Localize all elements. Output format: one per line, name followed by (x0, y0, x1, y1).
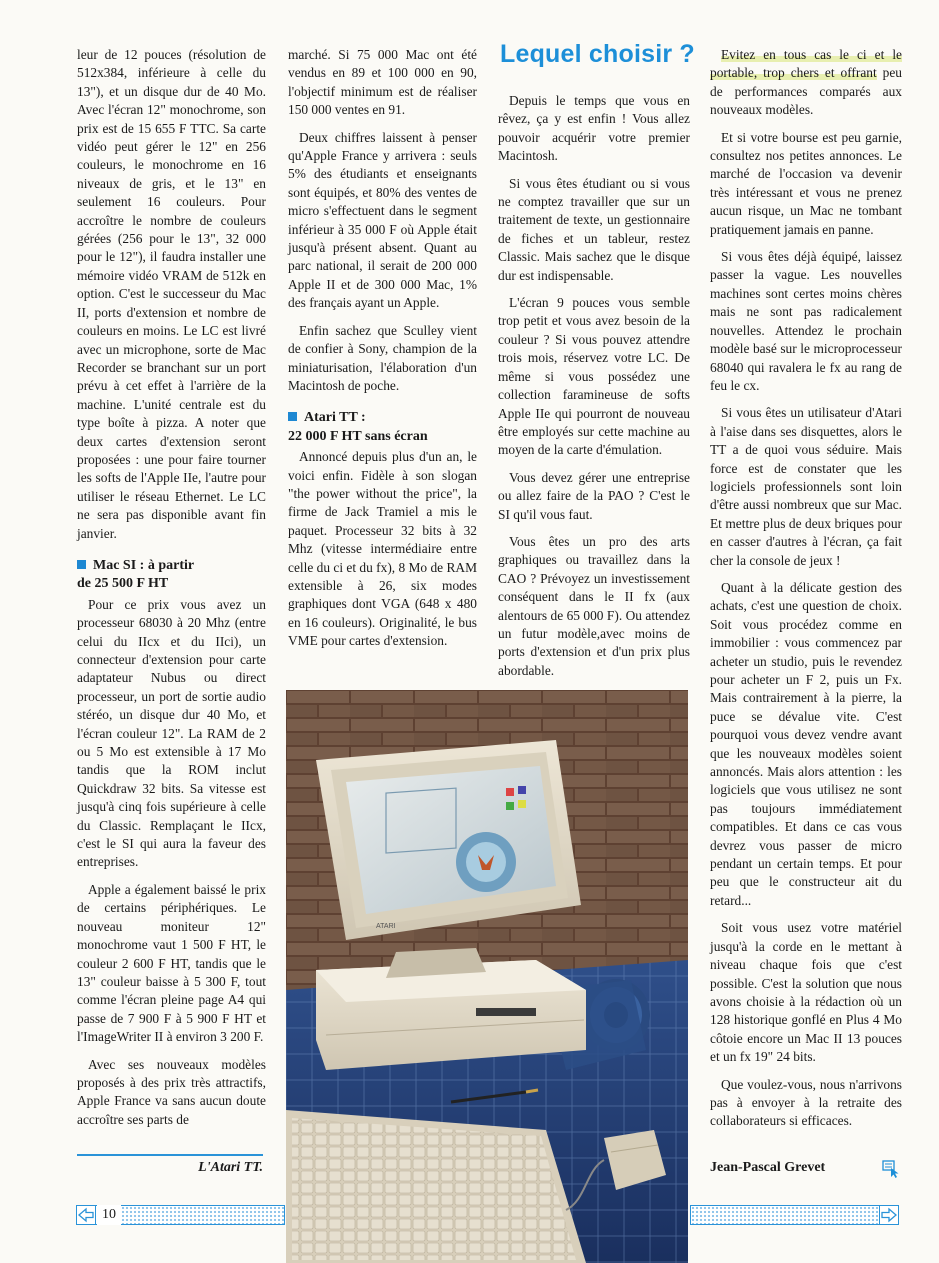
paragraph: Apple a également baissé le prix de certains périphériques. Le nouveau moniteur 12" monochrome vaut 1 500 F HT, le couleur 2 600 F HT, tandis que le 13" couleur baisse à 5 300 F, tout comme l'écran pleine page A4 qui passe de 7 900 F à 5 900 F HT et l'ImageWriter II à environ 3 200 F. (77, 881, 266, 1045)
highlighted-text: Evitez en tous cas le ci et le portable, trop chers et offrant (710, 47, 902, 81)
article-column-1 (77, 46, 266, 1138)
paragraph: Si vous êtes un utilisateur d'Atari à l'aise dans ses disquettes, alors le TT a de quoi vous séduire. Mais force est de constater que les logiciels professionnels sont loin d'être aussi nombreux que sur Mac. Et mettre plus de deux briques pour en casser d'autres à l'écran, ça fait cher la console de jeux ! (710, 405, 902, 568)
atari-monitor (316, 740, 581, 940)
paragraph: Evitez en tous cas le ci et le portable, trop chers et offrant peu de performances comparés aux nouveaux modèles. (710, 47, 902, 118)
square-bullet-icon (288, 412, 297, 421)
paragraph: Soit vous usez votre matériel jusqu'à la corde en le mettant à niveau chaque fois que c'est possible. C'est la solution que nous avons choisie à la rédaction où un 128 historique gonflé en Plus 4 Mo côtoie encore un Mac II 13 pouces et un fx 19" 24 bits. (710, 920, 902, 1065)
article-column-2 (288, 46, 477, 660)
author-signature: Jean-Pascal Grevet (710, 1160, 826, 1175)
paragraph: Si vous êtes déjà équipé, laissez passer la vague. Les nouvelles machines sont certes moins chères mais ne sont pas radicalement nouvelles. Attendez le prochain modèle basé sur le microprocesseur 68040 qui ravalera le fx au rang de feu le cx. (710, 249, 902, 393)
paragraph: leur de 12 pouces (résolution de 512x384, inférieure à celle du 13"), et un disque dur de 40 Mo. Avec l'écran 12" monochrome, son prix est de 15 655 F TTC. Sa carte vidéo peut gérer le 12" en 256 couleurs, le monochrome en 16 niveaux de gris, et le 13" en seulement 16 couleurs. Pour accroître le nombre de couleurs gérées (256 pour le 13", 32 000 pour le 12"), il faudra installer une mémoire vidéo VRAM de 512k en option. C'est le successeur du Mac II, ports d'extension et nombre de couleurs en moins. Le LC est livré avec un microphone, sorte de Mac Recorder se branchant sur un port prévu à cet effet à l'arrière de la machine. L'unité centrale est du type boîte à pizza. A noter que deux cartes d'extension seront proposées : une pour faire tourner les softs de l'Apple IIe, l'autre pour utiliser le réseau Ethernet. Le LC ne sera pas disponible avant fin janvier. (77, 47, 266, 541)
photo-caption: L'Atari TT. (198, 1160, 263, 1175)
square-bullet-icon (77, 560, 86, 569)
paragraph: Et si votre bourse est peu garnie, consultez nos petites annonces. Le marché de l'occasion va devenir très intéressant et vous ne prenez aucun risque, un Mac ne tombant pratiquement jamais en panne. (710, 129, 902, 237)
paragraph: Deux chiffres laissent à penser qu'Apple France y arrivera : seuls 5% des étudiants et enseignants sont équipés, et 80% des ventes de micro s'effectuent dans le segment inférieur à 35 000 F où Apple était jusqu'à présent absent. Quant au parc national, il serait de 200 000 Apple II et de 300 000 Mac, 1% des français ayant un Apple. (288, 129, 477, 311)
paragraph: Que voulez-vous, nous n'arrivons pas à envoyer à la retraite des collaborateurs si efficaces. (710, 1076, 902, 1129)
subheading-atari-tt: Atari TT : 22 000 F HT sans écran (288, 410, 428, 444)
footer-bar-right (690, 1205, 899, 1225)
paragraph: Avec ses nouveaux modèles proposés à des prix très attractifs, Apple France va sans aucun doute accroître ses parts de (77, 1056, 266, 1127)
subheading-mac-si: Mac SI : à partir de 25 500 F HT (77, 557, 195, 592)
atari-keyboard (286, 1110, 586, 1263)
paragraph: Pour ce prix vous avez un processeur 68030 à 20 Mhz (entre celui du IIcx et du IIci), un connecteur d'extension pour carte adaptateur Nubus ou direct processeur, un port de sortie audio stéréo, un disque dur 40 Mo, et l'écran couleur 12". La RAM de 2 ou 5 Mo est extensible à 17 Mo tandis que la ROM inclut Quickdraw 32 bits. Sa vitesse est jusqu'à cinq fois supérieure à celle du Classic. Remplaçant le IIcx, c'est le SI qui aura la faveur des entreprises. (77, 596, 266, 870)
paragraph: Quant à la délicate gestion des achats, c'est une question de choix. Soit vous procédez comme en immobilier : vous commencez par acheter un studio, puis le revendez pour acheter un F 2, puis un Fx. Mais contrairement à la pierre, la puce se dévalue vite. C'est pourquoi vous devez vendre avant que les nouveaux modèles soient annoncés. Mais alors attention : les logiciels que vous utilisez ne sont pas toujours immédiatement compatibles. Et dans ce cas vous devrez vous passer de micro pendant un certain temps. Et pour peu que le constructeur ait du retard... (710, 579, 902, 908)
atari-tt-photo (286, 690, 688, 1263)
caption-rule (77, 1154, 263, 1156)
paragraph: Si vous êtes étudiant ou si vous ne comptez travailler que sur un traitement de texte, un gestionnaire de fiches et un tableur, restez Classic. Mais sachez que le disque dur est indispensable. (498, 175, 690, 283)
monitor-badge: ATARI (376, 923, 396, 930)
paragraph: Enfin sachez que Sculley vient de confier à Sony, champion de la miniaturisation, l'élaboration d'un Macintosh de poche. (288, 322, 477, 393)
article-column-3 (498, 92, 690, 689)
paragraph: Depuis le temps que vous en rêvez, ça y est enfin ! Vous allez pouvoir acquérir votre premier Macintosh. (498, 93, 690, 164)
paragraph: L'écran 9 pouces vous semble trop petit et vous avez besoin de la couleur ? Si vous pouvez attendre trois mois, réservez votre LC. De même si vous possédez une collection faramineuse de softs Apple IIe qui pourront de nouveau être employés sur cette machine au moyen de la carte d'émulation. (498, 295, 690, 458)
previous-page-arrow-icon[interactable] (76, 1205, 96, 1225)
paragraph: marché. Si 75 000 Mac ont été vendus en 89 et 100 000 en 90, l'objectif minimum est de réaliser 150 000 ventes en 91. (288, 47, 477, 118)
page-number: 10 (97, 1205, 121, 1225)
paragraph: Annoncé depuis plus d'un an, le voici enfin. Fidèle à son slogan "the power without the price", la firme de Jack Tramiel a mis le paquet. Processeur 32 bits à 32 Mhz (vitesse intermédiaire entre celle du ci et du fx), 8 Mo de RAM extensible à 26, six modes graphiques dont VGA (648 x 480 en 16 couleurs). Originalité, le bus VME pour cartes d'extension. (288, 449, 477, 649)
paragraph: Vous devez gérer une entreprise ou allez faire de la PAO ? C'est le SI qu'il vous faut. (498, 469, 690, 522)
next-page-arrow-icon[interactable] (879, 1205, 899, 1225)
paragraph: Vous êtes un pro des arts graphiques ou travaillez dans la CAO ? Prévoyez un investissement conséquent dans le II fx (aux alentours de 65 000 F). Ou attendez un futur modèle,avec moins de ports d'extension et d'un prix plus abordable. (498, 533, 690, 678)
end-of-article-icon (882, 1160, 900, 1178)
article-column-4 (710, 46, 902, 1140)
article-headline: Lequel choisir ? (500, 40, 695, 68)
